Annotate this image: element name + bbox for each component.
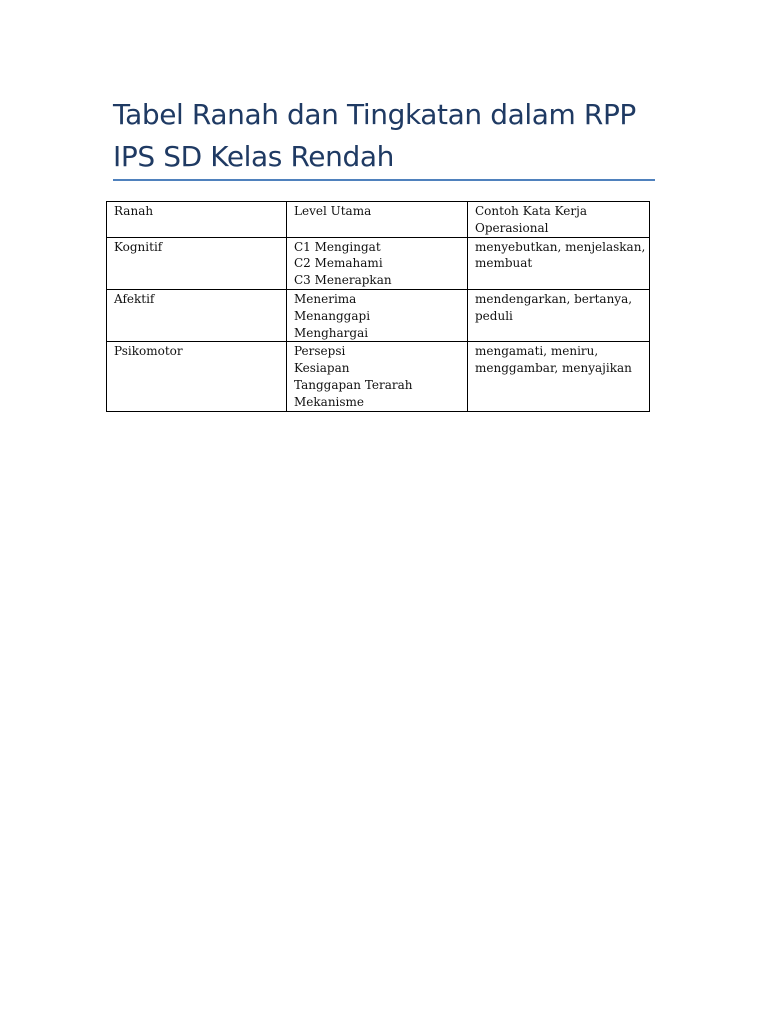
level-item: C2 Memahami <box>294 256 383 271</box>
ranah-table <box>106 201 650 412</box>
level-item: Persepsi <box>294 344 346 359</box>
title-underline <box>113 179 655 181</box>
level-item: Menanggapi <box>294 308 371 323</box>
cell-text: Level Utama <box>294 204 372 218</box>
header-cell-ranah <box>107 202 287 238</box>
cell-levels <box>287 289 468 341</box>
cell-verbs <box>468 289 650 341</box>
header-cell-level <box>287 202 468 238</box>
cell-text-line: Contoh Kata Kerja <box>475 204 587 218</box>
cell-text: Kognitif <box>114 239 163 254</box>
table-row <box>107 342 650 411</box>
cell-text: Psikomotor <box>114 344 183 359</box>
title-line-2: IPS SD Kelas Rendah <box>113 140 394 173</box>
document-title <box>113 94 673 178</box>
cell-levels <box>287 342 468 411</box>
table-header-row <box>107 202 650 238</box>
table-row <box>107 237 650 289</box>
level-item: C3 Menerapkan <box>294 273 392 288</box>
cell-text-line: peduli <box>475 308 513 323</box>
cell-text-line: mendengarkan, bertanya, <box>475 291 633 306</box>
level-item: Menerima <box>294 291 357 306</box>
cell-verbs <box>468 237 650 289</box>
header-cell-verbs <box>468 202 650 238</box>
cell-text-line: menyebutkan, menjelaskan, <box>475 239 646 254</box>
level-item: Kesiapan <box>294 361 350 376</box>
cell-text: Ranah <box>114 204 154 218</box>
table-row <box>107 289 650 341</box>
level-item: Mekanisme <box>294 394 365 409</box>
cell-text-line: Operasional <box>475 220 549 235</box>
cell-levels <box>287 237 468 289</box>
cell-text-line: menggambar, menyajikan <box>475 361 632 376</box>
cell-text-line: membuat <box>475 256 533 271</box>
cell-ranah <box>107 342 287 411</box>
cell-text: Afektif <box>114 291 155 306</box>
level-item: Menghargai <box>294 325 369 340</box>
level-item: Tanggapan Terarah <box>294 377 413 392</box>
cell-ranah <box>107 237 287 289</box>
title-line-1: Tabel Ranah dan Tingkatan dalam RPP <box>113 98 636 131</box>
cell-ranah <box>107 289 287 341</box>
cell-verbs <box>468 342 650 411</box>
level-item: C1 Mengingat <box>294 239 381 254</box>
cell-text-line: mengamati, meniru, <box>475 344 599 359</box>
